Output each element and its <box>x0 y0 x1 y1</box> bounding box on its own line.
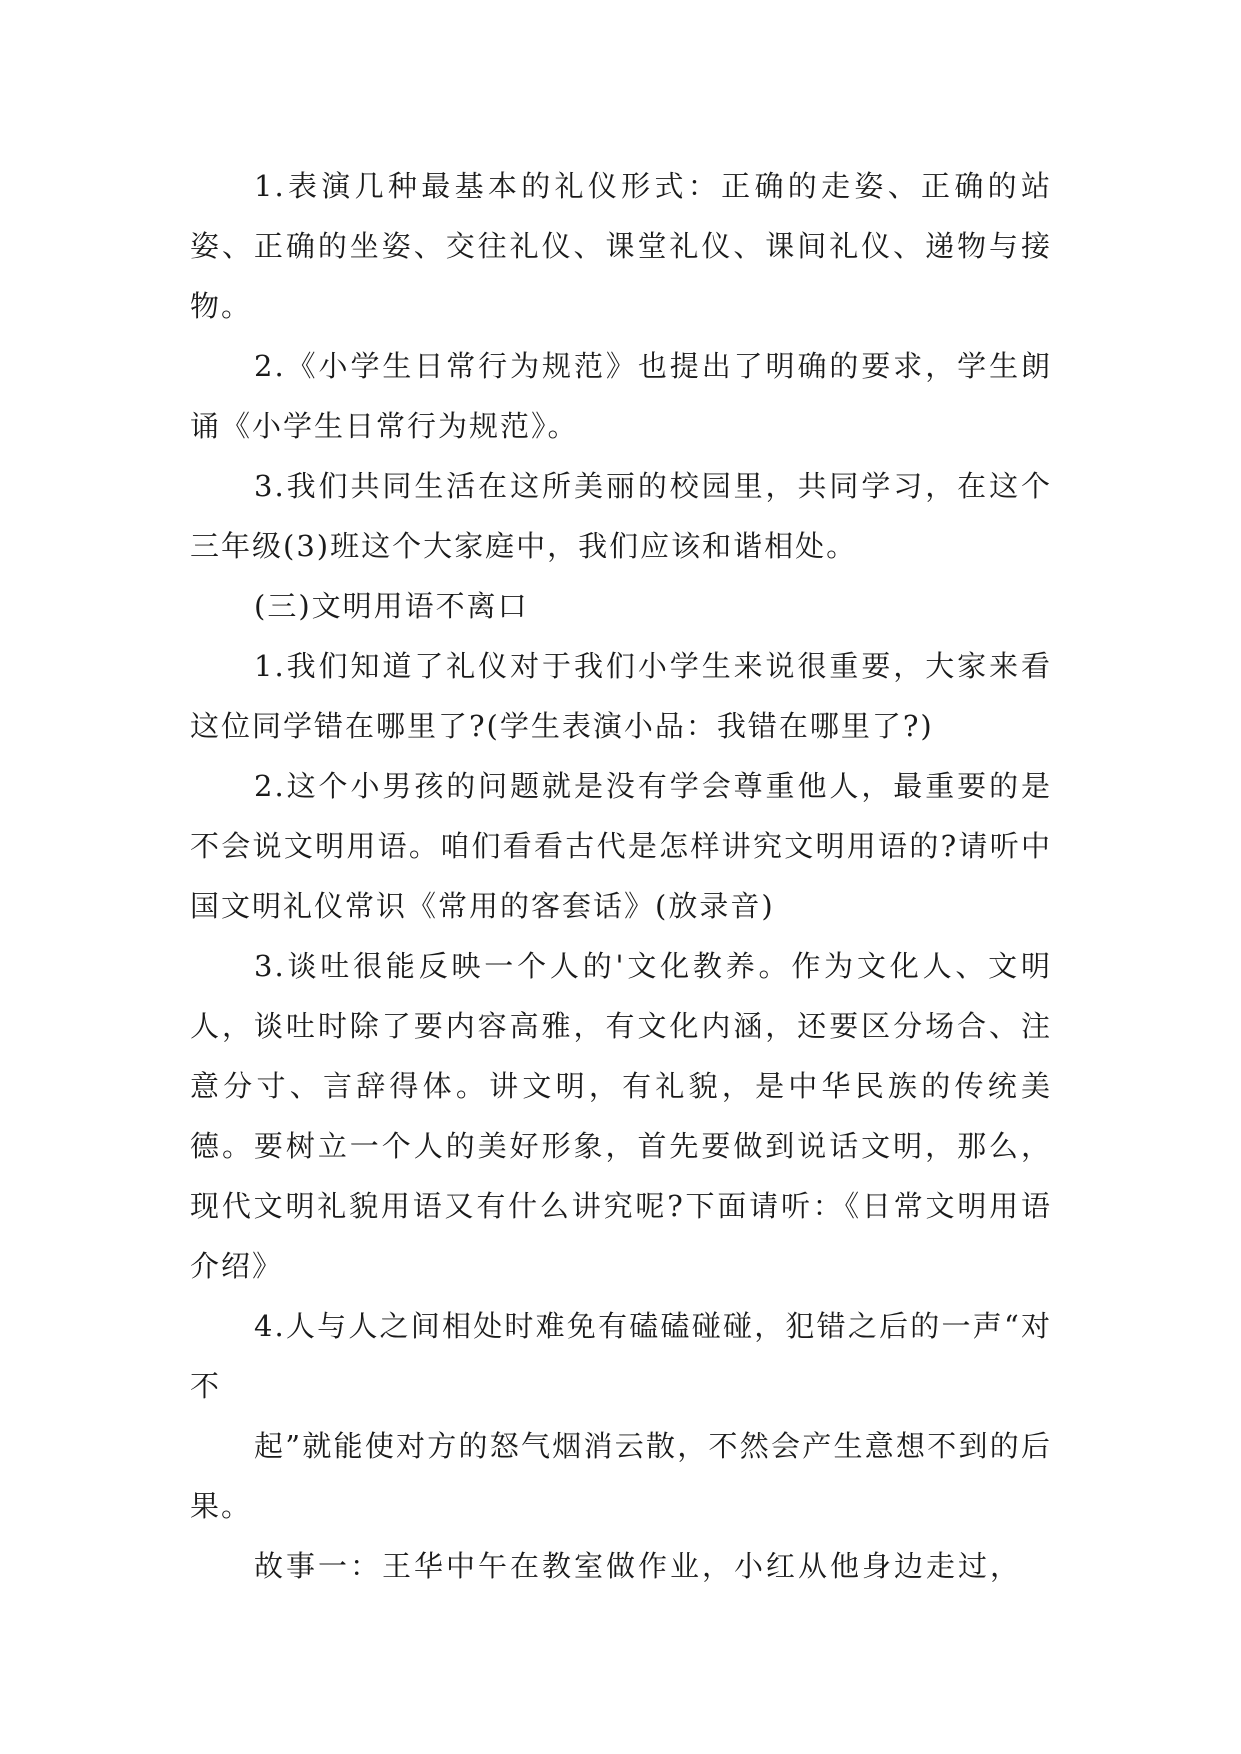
paragraph-behavior-norms: 2.《小学生日常行为规范》也提出了明确的要求，学生朗诵《小学生日常行为规范》。 <box>190 349 1052 443</box>
paragraph-apology-continued: 起”就能使对方的怒气烟消云散，不然会产生意想不到的后果。 <box>190 1429 1052 1523</box>
paragraph-campus-harmony: 3.我们共同生活在这所美丽的校园里，共同学习，在这个三年级(3)班这个大家庭中，我们应该和谐相处。 <box>190 469 1052 563</box>
paragraph-skit: 1.我们知道了礼仪对于我们小学生来说很重要，大家来看这位同学错在哪里了?(学生表演小品：我错在哪里了?) <box>190 649 1052 743</box>
paragraph-speech-culture: 3.谈吐很能反映一个人的'文化教养。作为文化人、文明人，谈吐时除了要内容高雅，有文化内涵，还要区分场合、注意分寸、言辞得体。讲文明，有礼貌，是中华民族的传统美德。要树立一个人的美好形象，首先要做到说话文明，那么，现代文明礼貌用语又有什么讲究呢?下面请听：《日常文明用语介绍》 <box>190 949 1052 1283</box>
paragraph-apology: 4.人与人之间相处时难免有磕磕碰碰，犯错之后的一声“对不 <box>190 1309 1052 1403</box>
paragraph-story-one: 故事一：王华中午在教室做作业，小红从他身边走过， <box>254 1549 1023 1583</box>
section-heading: (三)文明用语不离口 <box>254 589 529 623</box>
paragraph-polite-language: 2.这个小男孩的问题就是没有学会尊重他人，最重要的是不会说文明用语。咱们看看古代是怎样讲究文明用语的?请听中国文明礼仪常识《常用的客套话》(放录音) <box>190 769 1052 923</box>
paragraph-etiquette-forms: 1.表演几种最基本的礼仪形式：正确的走姿、正确的站姿、正确的坐姿、交往礼仪、课堂礼仪、课间礼仪、递物与接物。 <box>190 169 1052 323</box>
